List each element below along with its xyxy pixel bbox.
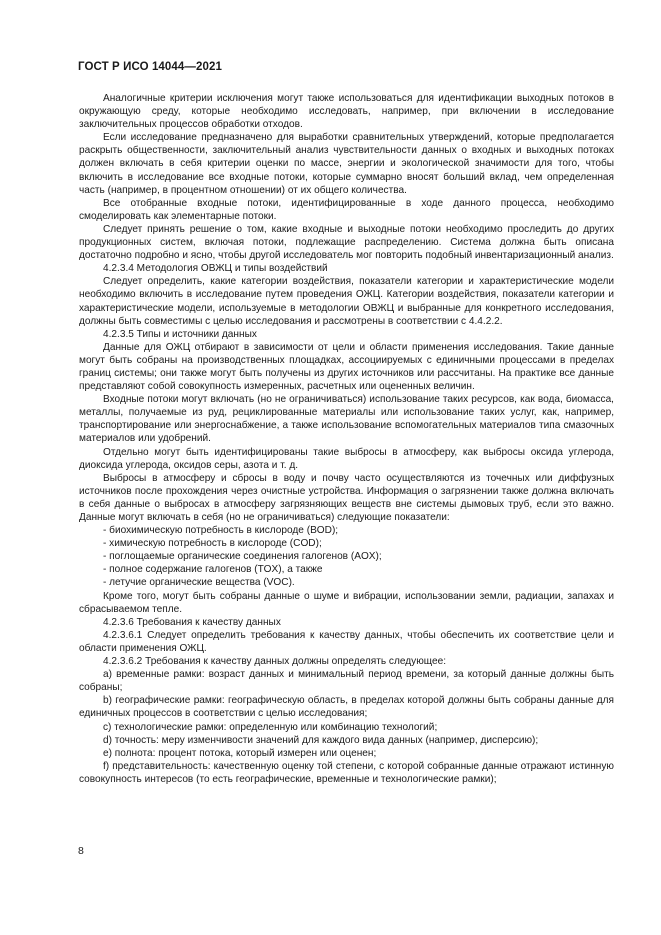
list-item: - летучие органические вещества (VOC). (103, 577, 295, 589)
list-item: d) точность: меру изменчивости значений для каждого вида данных (например, дисперсию); (103, 734, 539, 746)
document-body (79, 92, 614, 786)
paragraph: 4.2.3.6.1 Следует определить требования к качеству данных, чтобы обеспечить их соответствие цели и области применения ОЖЦ. (79, 629, 614, 654)
paragraph: Аналогичные критерии исключения могут также использоваться для идентификации выходных потоков в окружающую среду, которые необходимо исследовать, например, при включении в исследование заключительных процессов обработки отходов. (79, 93, 614, 131)
list-item: a) временные рамки: возраст данных и минимальный период времени, за который данные должны быть собраны; (79, 669, 614, 694)
section-heading: 4.2.3.4 Методология ОВЖЦ и типы воздействий (103, 263, 328, 275)
list-item: - биохимическую потребность в кислороде (BOD); (103, 525, 339, 537)
paragraph: Следует принять решение о том, какие входные и выходные потоки необходимо проследить до других продукционных систем, включая потоки, подлежащие распределению. Система должна быть описана достаточно подробно и ясно, чтобы другой исследователь мог повторить подобный инвентаризационный анализ. (79, 223, 614, 262)
section-heading: 4.2.3.6 Требования к качеству данных (103, 616, 281, 628)
document-header: ГОСТ Р ИСО 14044—2021 (78, 61, 223, 73)
paragraph: Если исследование предназначено для выработки сравнительных утверждений, которые предполагается раскрыть общественности, заключительный анализ чувствительности данных о входных и выходных потоках должен включать в себя критерии оценки по массе, энергии и экологической значимости для того, чтобы включить в исследование все входные потоки, которые суммарно вносят больший вклад, чем определенная часть (например, в процентном отношении) от их общего количества. (79, 132, 614, 196)
page-number: 8 (78, 845, 84, 857)
paragraph: Входные потоки могут включать (но не ограничиваться) использование таких ресурсов, как вода, биомасса, металлы, получаемые из руд, рециклированные материалы или использование таких услуг, как, например, транспортирование или энергоснабжение, а также использование вспомогательных материалов типа смазочных материалов или удобрений. (79, 394, 614, 445)
paragraph: Отдельно могут быть идентифицированы такие выбросы в атмосферу, как выбросы оксида углерода, диоксида углерода, оксидов серы, азота и т. д. (79, 446, 614, 471)
list-item: - химическую потребность в кислороде (COD); (103, 538, 322, 550)
paragraph: Данные для ОЖЦ отбирают в зависимости от цели и области применения исследования. Такие данные могут быть собраны на производственных площадках, ассоциируемых с единичными процессами в пределах границ системы; они также могут быть получены из других источников или рассчитаны. На практике все данные представляют собой совокупность измеренных, расчетных или оцененных величин. (79, 341, 614, 393)
list-item: f) представительность: качественную оценку той степени, с которой собранные данные отражают истинную совокупность интересов (то есть географические, временные и технологические рамки); (79, 760, 614, 785)
list-item: - полное содержание галогенов (TOX), а также (103, 564, 323, 576)
paragraph: Кроме того, могут быть собраны данные о шуме и вибрации, использовании земли, радиации, запахах и сбрасываемом тепле. (79, 590, 614, 615)
paragraph: Следует определить, какие категории воздействия, показатели категории и характеристические модели необходимо включить в исследование путем проведения ОЖЦ. Категории воздействия, показатели категории и характеристические модели, используемые в методологии ОВЖЦ и выбранные для конкретного исследования, должны быть совместимы с целью исследования и рассмотрены в соответствии с 4.4.2.2. (79, 276, 614, 327)
paragraph: Все отобранные входные потоки, идентифицированные в ходе данного процесса, необходимо смоделировать как элементарные потоки. (79, 197, 614, 222)
section-heading: 4.2.3.5 Типы и источники данных (103, 328, 257, 340)
list-item: c) технологические рамки: определенную или комбинацию технологий; (103, 721, 438, 733)
section-heading: 4.2.3.6.2 Требования к качеству данных должны определять следующее: (103, 656, 446, 668)
list-item: e) полнота: процент потока, который измерен или оценен; (103, 747, 377, 759)
paragraph: Выбросы в атмосферу и сбросы в воду и почву часто осуществляются из точечных или диффузных источников после прохождения через очистные устройства. Информация о загрязнении также должна включать в себя данные о выбросах в атмосферу загрязняющих веществ вне системы дымовых труб, если это важно. Данные могут включать в себя (но не ограничиваться) следующие показатели: (79, 472, 614, 523)
list-item: b) географические рамки: географическую область, в пределах которой должны быть собраны данные для единичных процессов в соответствии с целью исследования; (79, 695, 614, 720)
list-item: - поглощаемые органические соединения галогенов (AOX); (103, 551, 382, 563)
